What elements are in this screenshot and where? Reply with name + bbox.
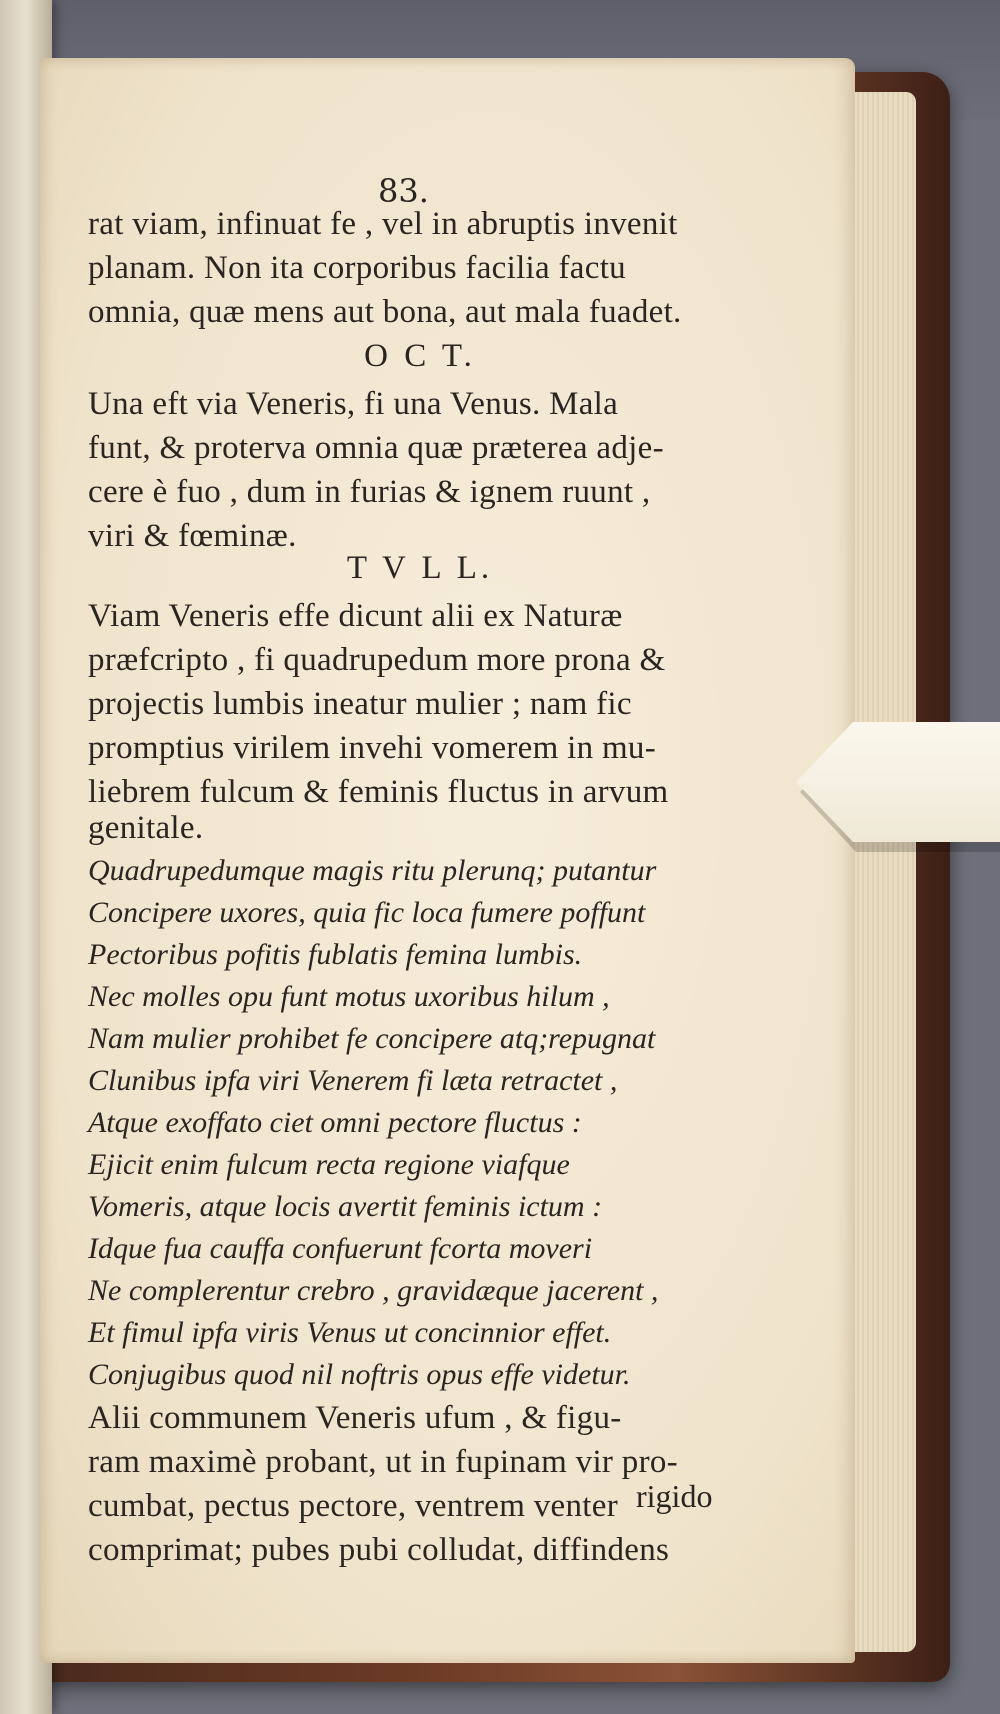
verse-line: Atque exoffato ciet omni pectore fluctus : (88, 1106, 582, 1139)
text-line: comprimat; pubes pubi colludat, diffindens (88, 1532, 670, 1568)
text-line: rat viam, infinuat fe , vel in abruptis invenit (88, 206, 678, 242)
text-line: omnia, quæ mens aut bona, aut mala fuadet. (88, 294, 682, 330)
section-heading-tull: T V L L. (346, 550, 494, 586)
verse-line: Nec molles opu funt motus uxoribus hilum , (88, 980, 610, 1013)
verse-line: Vomeris, atque locis avertit feminis ictum : (88, 1190, 603, 1223)
text-line: projectis lumbis ineatur mulier ; nam fic (88, 686, 632, 722)
text-line: liebrem fulcum & feminis fluctus in arvum (88, 774, 669, 810)
text-line: cumbat, pectus pectore, ventrem venter (88, 1488, 619, 1524)
text-line: cere è fuo , dum in furias & ignem ruunt , (88, 474, 651, 510)
verse-line: Concipere uxores, quia fic loca fumere poffunt (88, 896, 646, 929)
page-number: 83. (378, 172, 429, 210)
section-heading-oct: O C T. (364, 338, 476, 374)
verse-line: Idque fua cauffa confuerunt fcorta moveri (88, 1232, 593, 1265)
text-line: promptius virilem invehi vomerem in mu- (88, 730, 657, 766)
verse-line: Pectoribus pofitis fublatis femina lumbis. (88, 938, 583, 971)
text-line: viri & fœminæ. (88, 518, 297, 554)
text-line: Viam Veneris effe dicunt alii ex Naturæ (88, 598, 623, 634)
text-line: genitale. (88, 810, 204, 846)
verse-line: Clunibus ipfa viri Venerem fi læta retractet , (88, 1064, 618, 1097)
text-line: funt, & proterva omnia quæ præterea adje- (88, 430, 664, 466)
book-page (40, 58, 855, 1663)
text-line: ram maximè probant, ut in fupinam vir pro- (88, 1444, 678, 1480)
text-line: præfcripto , fi quadrupedum more prona & (88, 642, 666, 678)
verse-line: Et fimul ipfa viris Venus ut concinnior effet. (88, 1316, 612, 1349)
verse-line: Ejicit enim fulcum recta regione viafque (88, 1148, 570, 1181)
verse-line: Conjugibus quod nil noftris opus effe videtur. (88, 1358, 631, 1391)
text-line: Una eft via Veneris, fi una Venus. Mala (88, 386, 619, 422)
verse-line: Nam mulier prohibet fe concipere atq;repugnat (88, 1022, 656, 1055)
text-line: planam. Non ita corporibus facilia factu (88, 250, 626, 286)
text-line: Alii communem Veneris ufum , & figu- (88, 1400, 622, 1436)
verse-line: Quadrupedumque magis ritu plerunq; putantur (88, 854, 657, 887)
verse-line: Ne complerentur crebro , gravidæque jacerent , (88, 1274, 659, 1307)
catchword: rigido (636, 1478, 713, 1514)
